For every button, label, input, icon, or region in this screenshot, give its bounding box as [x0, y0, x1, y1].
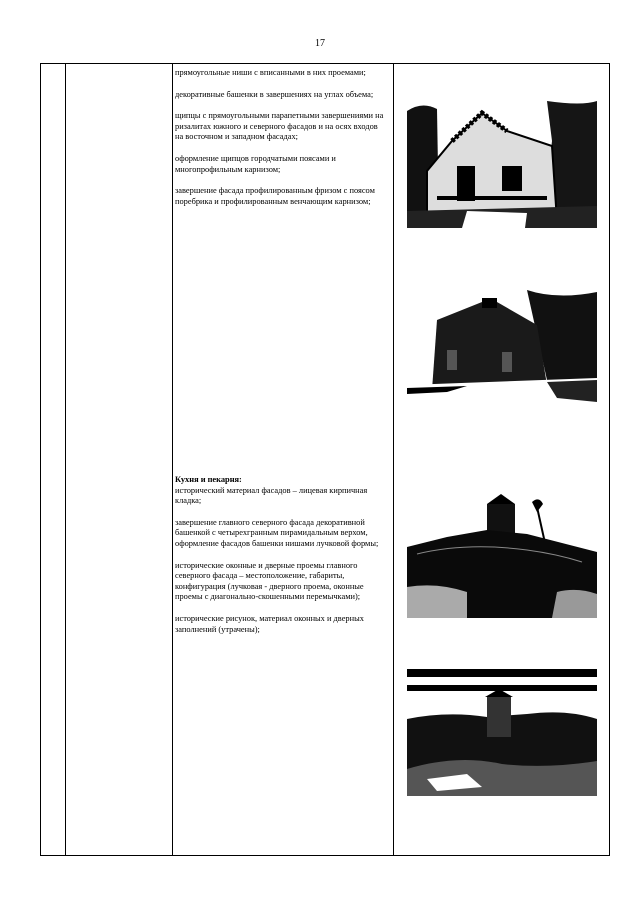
page-number: 17: [315, 38, 325, 49]
photo-kitchen-tower: [407, 492, 597, 618]
table: [40, 63, 610, 856]
column-divider: [65, 64, 66, 855]
paragraph: исторические оконные и дверные проемы главного северного фасада – местоположение, габариты, конфигурация (лучковая - дверного проема, оконные проемы с диагонально-скошенными перемычками);: [175, 560, 364, 602]
photo-tower-ruins: [407, 669, 597, 796]
column-divider: [393, 64, 394, 855]
photo-ruined-building: [407, 290, 597, 408]
paragraph: исторический материал фасадов – лицевая кирпичная кладка;: [175, 485, 368, 506]
paragraph: завершение фасада профилированным фризом с поясом поребрика и профилированным венчающим карнизом;: [175, 186, 375, 206]
paragraph: исторические рисунок, материал оконных и дверных заполнений (утрачены);: [175, 613, 364, 634]
paragraph: декоративные башенки в завершениях на углах объема;: [175, 89, 374, 99]
paragraph: оформление щипцов городчатыми поясами и многопрофильным карнизом;: [175, 153, 336, 174]
features-text: [175, 68, 387, 218]
section-heading: Кухня и пекарня:: [175, 475, 242, 484]
paragraph: щипцы с прямоугольными парапетными завершениями на ризалитах южного и северного фасадов и на осях входов на восточном и западном фасадах;: [175, 111, 384, 142]
paragraph: прямоугольные ниши с вписанными в них проемами;: [175, 68, 366, 77]
paragraph: завершение главного северного фасада декоративной башенкой с четырехгранным пирамидальным верхом, оформление фасадов башенки нишами лучковой формы;: [175, 517, 379, 548]
column-divider: [172, 64, 173, 855]
photo-gable-facade: [407, 101, 597, 228]
kitchen-section-text: [175, 475, 387, 646]
